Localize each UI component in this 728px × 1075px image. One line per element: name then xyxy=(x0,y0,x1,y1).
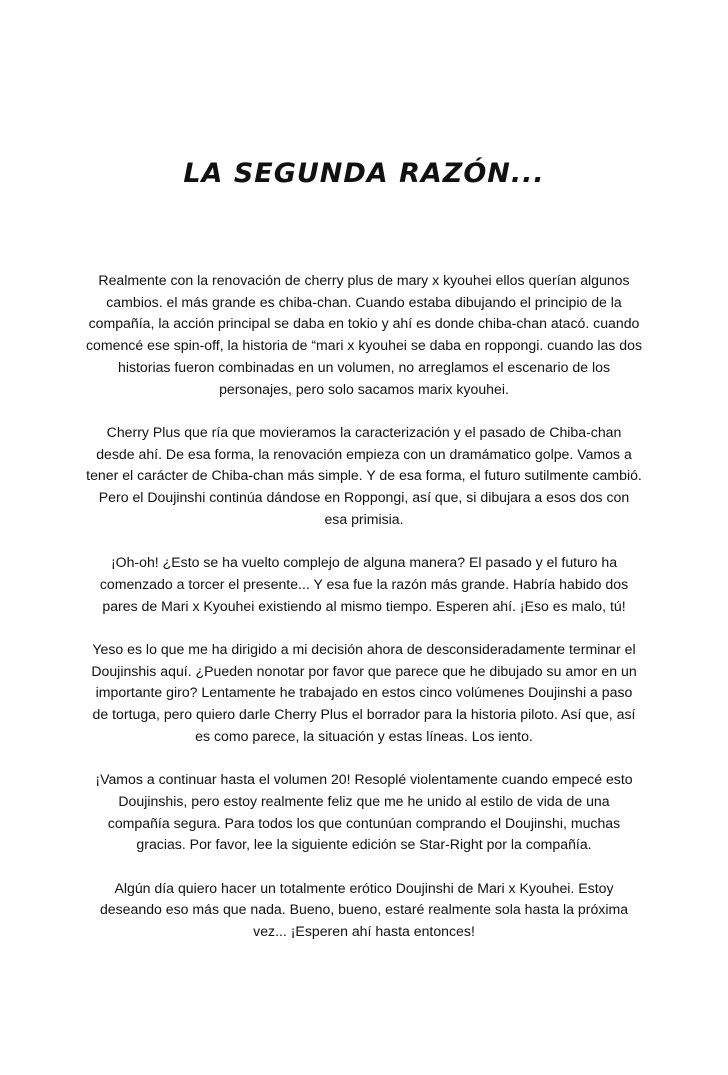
paragraph: Algún día quiero hacer un totalmente erótico Doujinshi de Mari x Kyouhei. Estoy deseando eso más que nada. Bueno, bueno, estaré realmente sola hasta la próxima vez... ¡Esperen ahí hasta entonces! xyxy=(99,879,629,940)
paragraph: Cherry Plus que ría que movieramos la caracterización y el pasado de Chiba-chan desde ahí. De esa forma, la renovación empieza con un dramámatico golpe. Vamos a tener el carácter de Chiba-chan más simple. Y de esa forma, el futuro sutilmente cambió. Pero el Doujinshi continúa dándose en Roppongi, así que, si dibujara a esos dos con esa primisia. xyxy=(86,423,642,527)
page-title: LA SEGUNDA RAZÓN... xyxy=(183,158,545,189)
paragraph: ¡Vamos a continuar hasta el volumen 20! Resoplé violentamente cuando empecé esto Doujinshis, pero estoy realmente feliz que me he unido al estilo de vida de una compañía segura. Para todos los que contunúan comprando el Doujinshi, muchas gracias. Por favor, lee la siguiente edición se Star-Right por la compañía. xyxy=(95,771,633,853)
paragraph: Realmente con la renovación de cherry plus de mary x kyouhei ellos querían algunos cambios. el más grande es chiba-chan. Cuando estaba dibujando el principio de la compañía, la acción principal se daba en tokio y ahí es donde chiba-chan atacó. cuando comencé ese spin-off, la historia de “mari x kyouhei se daba en roppongi. cuando las dos historias fueron combinadas en un volumen, no arreglamos el escenario de los personajes, pero solo sacamos marix kyouhei. xyxy=(86,272,642,397)
paragraph: ¡Oh-oh! ¿Esto se ha vuelto complejo de alguna manera? El pasado y el futuro ha comenzado a torcer el presente... Y esa fue la razón más grande. Habría habido dos pares de Mari x Kyouhei existiendo al mismo tiempo. Esperen ahí. ¡Eso es malo, tú! xyxy=(99,554,629,614)
body-text xyxy=(86,270,642,943)
paragraph: Yeso es lo que me ha dirigido a mi decisión ahora de desconsideradamente terminar el Doujinshis aquí. ¿Pueden nonotar por favor que parece que he dibujado su amor en un importante giro? Lentamente he trabajado en estos cinco volúmenes Doujinshi a paso de tortuga, pero quiero darle Cherry Plus el borrador para la historia piloto. Así que, así es como parece, la situación y estas líneas. Los iento. xyxy=(91,640,637,744)
